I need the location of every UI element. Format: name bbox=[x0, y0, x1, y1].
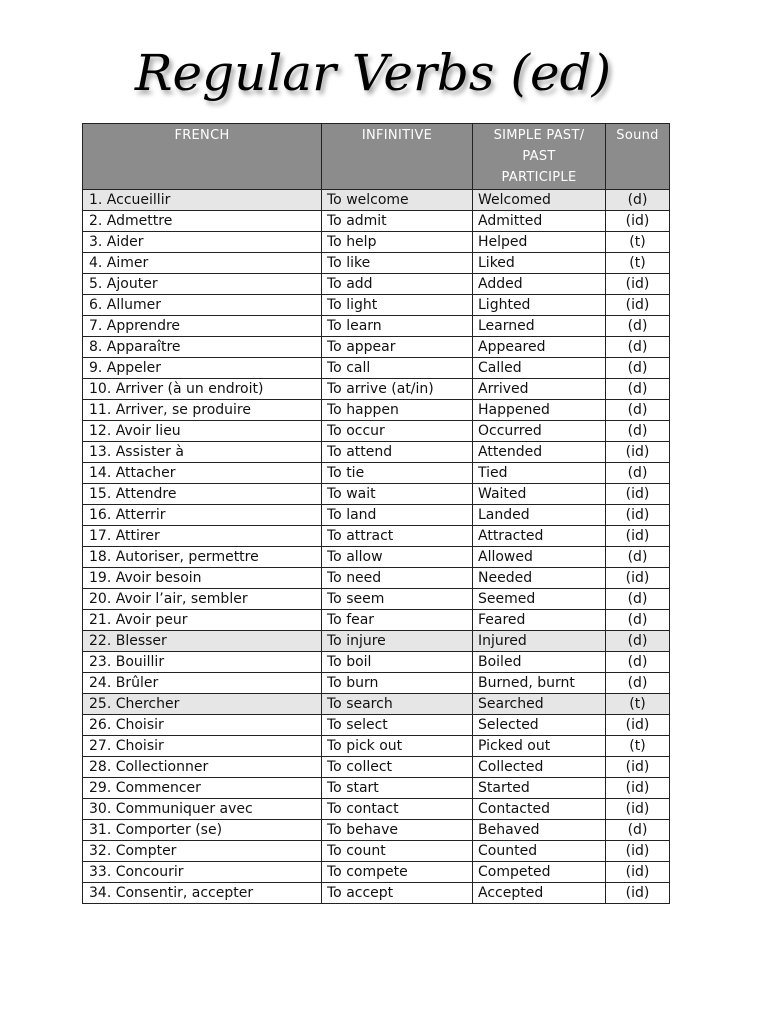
cell-french: 8. Apparaître bbox=[83, 337, 322, 358]
cell-sound: (id) bbox=[606, 526, 670, 547]
cell-french: 29. Commencer bbox=[83, 778, 322, 799]
table-row bbox=[83, 421, 670, 442]
cell-infinitive: To welcome bbox=[322, 190, 473, 211]
cell-past: Occurred bbox=[473, 421, 606, 442]
table-row bbox=[83, 442, 670, 463]
table-row bbox=[83, 358, 670, 379]
table-row bbox=[83, 400, 670, 421]
cell-infinitive: To burn bbox=[322, 673, 473, 694]
cell-sound: (d) bbox=[606, 652, 670, 673]
cell-french: 18. Autoriser, permettre bbox=[83, 547, 322, 568]
cell-french: 4. Aimer bbox=[83, 253, 322, 274]
cell-past: Learned bbox=[473, 316, 606, 337]
header-past-line2: PAST bbox=[522, 149, 556, 164]
cell-infinitive: To occur bbox=[322, 421, 473, 442]
table-row bbox=[83, 337, 670, 358]
cell-sound: (d) bbox=[606, 463, 670, 484]
cell-past: Picked out bbox=[473, 736, 606, 757]
cell-french: 28. Collectionner bbox=[83, 757, 322, 778]
cell-past: Arrived bbox=[473, 379, 606, 400]
cell-infinitive: To land bbox=[322, 505, 473, 526]
cell-sound: (t) bbox=[606, 694, 670, 715]
cell-sound: (id) bbox=[606, 505, 670, 526]
cell-past: Counted bbox=[473, 841, 606, 862]
cell-french: 30. Communiquer avec bbox=[83, 799, 322, 820]
cell-infinitive: To like bbox=[322, 253, 473, 274]
table-row bbox=[83, 379, 670, 400]
cell-sound: (d) bbox=[606, 316, 670, 337]
table-row bbox=[83, 526, 670, 547]
cell-sound: (id) bbox=[606, 799, 670, 820]
table-row bbox=[83, 505, 670, 526]
cell-french: 19. Avoir besoin bbox=[83, 568, 322, 589]
cell-sound: (d) bbox=[606, 610, 670, 631]
cell-past: Attended bbox=[473, 442, 606, 463]
cell-french: 27. Choisir bbox=[83, 736, 322, 757]
cell-past: Competed bbox=[473, 862, 606, 883]
cell-infinitive: To select bbox=[322, 715, 473, 736]
table-row bbox=[83, 673, 670, 694]
cell-french: 15. Attendre bbox=[83, 484, 322, 505]
cell-past: Injured bbox=[473, 631, 606, 652]
cell-past: Collected bbox=[473, 757, 606, 778]
table-row bbox=[83, 694, 670, 715]
cell-infinitive: To need bbox=[322, 568, 473, 589]
cell-french: 20. Avoir l’air, sembler bbox=[83, 589, 322, 610]
cell-past: Welcomed bbox=[473, 190, 606, 211]
table-row bbox=[83, 589, 670, 610]
cell-infinitive: To behave bbox=[322, 820, 473, 841]
cell-french: 5. Ajouter bbox=[83, 274, 322, 295]
cell-infinitive: To learn bbox=[322, 316, 473, 337]
cell-past: Accepted bbox=[473, 883, 606, 904]
cell-sound: (id) bbox=[606, 484, 670, 505]
cell-french: 26. Choisir bbox=[83, 715, 322, 736]
cell-infinitive: To add bbox=[322, 274, 473, 295]
cell-infinitive: To compete bbox=[322, 862, 473, 883]
table-row bbox=[83, 547, 670, 568]
cell-past: Contacted bbox=[473, 799, 606, 820]
cell-past: Burned, burnt bbox=[473, 673, 606, 694]
table-row bbox=[83, 841, 670, 862]
cell-french: 13. Assister à bbox=[83, 442, 322, 463]
cell-past: Waited bbox=[473, 484, 606, 505]
cell-french: 2. Admettre bbox=[83, 211, 322, 232]
header-past-line3: PARTICIPLE bbox=[501, 170, 577, 185]
cell-infinitive: To injure bbox=[322, 631, 473, 652]
cell-french: 31. Comporter (se) bbox=[83, 820, 322, 841]
table-row bbox=[83, 463, 670, 484]
cell-past: Feared bbox=[473, 610, 606, 631]
header-sound: Sound bbox=[606, 124, 670, 190]
cell-infinitive: To collect bbox=[322, 757, 473, 778]
cell-past: Admitted bbox=[473, 211, 606, 232]
cell-infinitive: To start bbox=[322, 778, 473, 799]
cell-past: Selected bbox=[473, 715, 606, 736]
header-past bbox=[473, 124, 606, 190]
cell-sound: (id) bbox=[606, 568, 670, 589]
cell-infinitive: To tie bbox=[322, 463, 473, 484]
cell-infinitive: To light bbox=[322, 295, 473, 316]
cell-sound: (t) bbox=[606, 232, 670, 253]
cell-sound: (d) bbox=[606, 631, 670, 652]
cell-french: 17. Attirer bbox=[83, 526, 322, 547]
cell-infinitive: To accept bbox=[322, 883, 473, 904]
table-row bbox=[83, 568, 670, 589]
cell-sound: (d) bbox=[606, 820, 670, 841]
cell-sound: (d) bbox=[606, 673, 670, 694]
table-row bbox=[83, 820, 670, 841]
table-row bbox=[83, 484, 670, 505]
cell-french: 3. Aider bbox=[83, 232, 322, 253]
cell-sound: (id) bbox=[606, 715, 670, 736]
cell-french: 1. Accueillir bbox=[83, 190, 322, 211]
cell-sound: (t) bbox=[606, 253, 670, 274]
cell-past: Behaved bbox=[473, 820, 606, 841]
table-row bbox=[83, 862, 670, 883]
table-row bbox=[83, 316, 670, 337]
table-row bbox=[83, 211, 670, 232]
cell-french: 12. Avoir lieu bbox=[83, 421, 322, 442]
cell-infinitive: To search bbox=[322, 694, 473, 715]
cell-past: Happened bbox=[473, 400, 606, 421]
table-row bbox=[83, 274, 670, 295]
table-row bbox=[83, 883, 670, 904]
cell-infinitive: To appear bbox=[322, 337, 473, 358]
table-row bbox=[83, 232, 670, 253]
cell-sound: (id) bbox=[606, 211, 670, 232]
cell-past: Helped bbox=[473, 232, 606, 253]
cell-infinitive: To help bbox=[322, 232, 473, 253]
cell-infinitive: To arrive (at/in) bbox=[322, 379, 473, 400]
cell-infinitive: To attract bbox=[322, 526, 473, 547]
table-row bbox=[83, 190, 670, 211]
cell-past: Liked bbox=[473, 253, 606, 274]
cell-sound: (id) bbox=[606, 862, 670, 883]
cell-infinitive: To happen bbox=[322, 400, 473, 421]
cell-past: Seemed bbox=[473, 589, 606, 610]
cell-french: 34. Consentir, accepter bbox=[83, 883, 322, 904]
cell-french: 23. Bouillir bbox=[83, 652, 322, 673]
cell-infinitive: To allow bbox=[322, 547, 473, 568]
header-past-line1: SIMPLE PAST/ bbox=[493, 128, 585, 143]
table-row bbox=[83, 715, 670, 736]
cell-sound: (d) bbox=[606, 589, 670, 610]
cell-french: 6. Allumer bbox=[83, 295, 322, 316]
cell-infinitive: To seem bbox=[322, 589, 473, 610]
verbs-table bbox=[82, 123, 670, 904]
cell-infinitive: To call bbox=[322, 358, 473, 379]
cell-infinitive: To wait bbox=[322, 484, 473, 505]
cell-sound: (d) bbox=[606, 190, 670, 211]
cell-past: Attracted bbox=[473, 526, 606, 547]
cell-sound: (d) bbox=[606, 421, 670, 442]
cell-sound: (id) bbox=[606, 883, 670, 904]
cell-past: Called bbox=[473, 358, 606, 379]
table-row bbox=[83, 253, 670, 274]
cell-sound: (id) bbox=[606, 757, 670, 778]
cell-past: Landed bbox=[473, 505, 606, 526]
cell-infinitive: To pick out bbox=[322, 736, 473, 757]
table-row bbox=[83, 736, 670, 757]
cell-sound: (d) bbox=[606, 400, 670, 421]
header-french: FRENCH bbox=[83, 124, 322, 190]
cell-french: 33. Concourir bbox=[83, 862, 322, 883]
cell-sound: (id) bbox=[606, 442, 670, 463]
header-infinitive: INFINITIVE bbox=[322, 124, 473, 190]
cell-past: Appeared bbox=[473, 337, 606, 358]
cell-french: 9. Appeler bbox=[83, 358, 322, 379]
cell-french: 25. Chercher bbox=[83, 694, 322, 715]
cell-past: Started bbox=[473, 778, 606, 799]
table-row bbox=[83, 652, 670, 673]
cell-past: Tied bbox=[473, 463, 606, 484]
cell-sound: (d) bbox=[606, 358, 670, 379]
cell-sound: (d) bbox=[606, 547, 670, 568]
table-row bbox=[83, 778, 670, 799]
cell-french: 11. Arriver, se produire bbox=[83, 400, 322, 421]
table-row bbox=[83, 631, 670, 652]
table-row bbox=[83, 295, 670, 316]
cell-french: 14. Attacher bbox=[83, 463, 322, 484]
cell-french: 24. Brûler bbox=[83, 673, 322, 694]
table-header-row bbox=[83, 124, 670, 190]
table-row bbox=[83, 757, 670, 778]
cell-sound: (id) bbox=[606, 778, 670, 799]
cell-sound: (t) bbox=[606, 736, 670, 757]
cell-infinitive: To attend bbox=[322, 442, 473, 463]
cell-sound: (id) bbox=[606, 295, 670, 316]
cell-infinitive: To boil bbox=[322, 652, 473, 673]
cell-past: Searched bbox=[473, 694, 606, 715]
cell-infinitive: To count bbox=[322, 841, 473, 862]
cell-past: Boiled bbox=[473, 652, 606, 673]
cell-sound: (id) bbox=[606, 841, 670, 862]
cell-french: 21. Avoir peur bbox=[83, 610, 322, 631]
cell-sound: (d) bbox=[606, 337, 670, 358]
cell-past: Needed bbox=[473, 568, 606, 589]
table-row bbox=[83, 610, 670, 631]
cell-french: 16. Atterrir bbox=[83, 505, 322, 526]
cell-french: 7. Apprendre bbox=[83, 316, 322, 337]
cell-past: Allowed bbox=[473, 547, 606, 568]
cell-past: Lighted bbox=[473, 295, 606, 316]
cell-french: 10. Arriver (à un endroit) bbox=[83, 379, 322, 400]
cell-french: 22. Blesser bbox=[83, 631, 322, 652]
cell-sound: (d) bbox=[606, 379, 670, 400]
cell-sound: (id) bbox=[606, 274, 670, 295]
cell-past: Added bbox=[473, 274, 606, 295]
page-title: Regular Verbs (ed) bbox=[134, 44, 612, 102]
table-row bbox=[83, 799, 670, 820]
cell-french: 32. Compter bbox=[83, 841, 322, 862]
cell-infinitive: To fear bbox=[322, 610, 473, 631]
cell-infinitive: To contact bbox=[322, 799, 473, 820]
cell-infinitive: To admit bbox=[322, 211, 473, 232]
